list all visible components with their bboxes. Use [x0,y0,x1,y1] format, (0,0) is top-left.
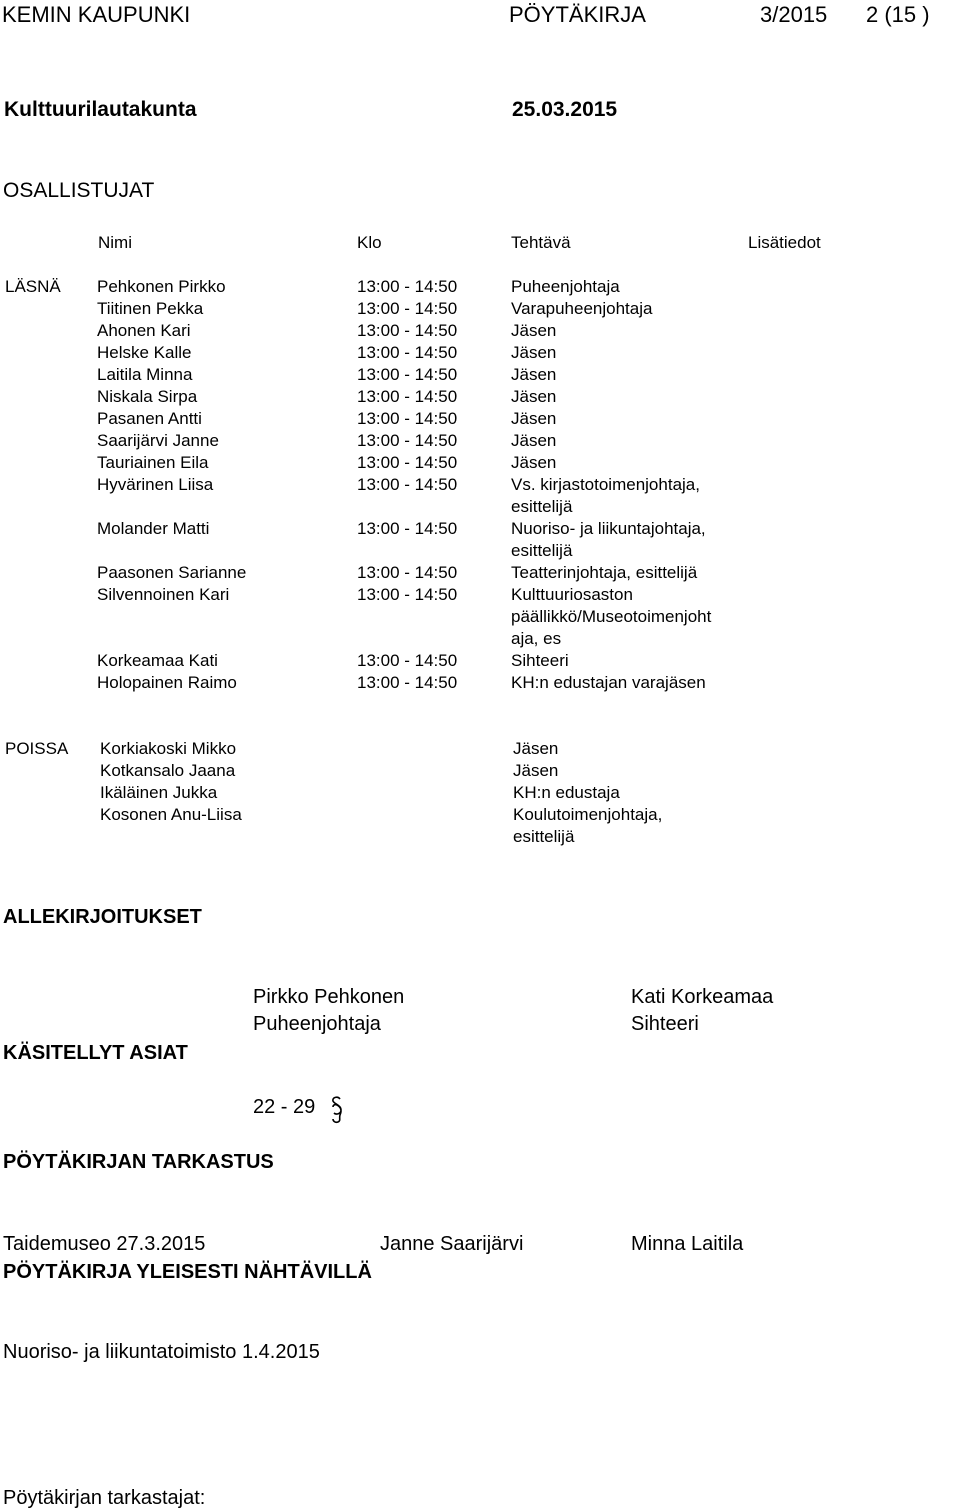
participant-role: Jäsen [511,453,557,472]
participant-name: Molander Matti [97,519,210,538]
review-place-date: Taidemuseo 27.3.2015 [3,1233,206,1255]
participant-name: Laitila Minna [97,365,193,384]
participant-time: 13:00 - 14:50 [357,673,458,692]
participant-role: Jäsen [511,365,557,384]
participant-name: Pehkonen Pirkko [97,277,226,296]
secretary-role: Sihteeri [631,1013,699,1035]
secretary-name: Kati Korkeamaa [631,986,774,1008]
signatures-title: ALLEKIRJOITUKSET [3,906,202,928]
participant-role: Puheenjohtaja [511,277,620,296]
chair-name: Pirkko Pehkonen [253,986,405,1008]
present-label: LÄSNÄ [5,277,61,296]
participant-name: Ahonen Kari [97,321,191,340]
header-page: 2 (15 ) [866,2,930,27]
participant-time: 13:00 - 14:50 [357,475,458,494]
meeting-date: 25.03.2015 [512,98,618,121]
absent-role: KH:n edustaja [513,783,620,802]
participant-time: 13:00 - 14:50 [357,651,458,670]
participant-role: aja, es [511,629,562,648]
participant-role: Jäsen [511,431,557,450]
participant-role: Jäsen [511,409,557,428]
participant-time: 13:00 - 14:50 [357,343,458,362]
participant-time: 13:00 - 14:50 [357,387,458,406]
participants-title: OSALLISTUJAT [3,179,155,202]
participant-name: Holopainen Raimo [97,673,237,692]
absent-name: Kotkansalo Jaana [100,761,236,780]
participant-name: Pasanen Antti [97,409,202,428]
column-header-info: Lisätiedot [748,233,821,252]
board-name: Kulttuurilautakunta [4,98,197,121]
column-header-name: Nimi [98,233,132,252]
participant-time: 13:00 - 14:50 [357,563,458,582]
participant-role: Vs. kirjastotoimenjohtaja, [511,475,700,494]
participant-role: päällikkö/Museotoimenjoht [511,607,712,626]
section-sign-icon [329,1096,345,1124]
participant-name: Hyvärinen Liisa [97,475,214,494]
participant-name: Niskala Sirpa [97,387,198,406]
participant-time: 13:00 - 14:50 [357,585,458,604]
participant-time: 13:00 - 14:50 [357,365,458,384]
participant-time: 13:00 - 14:50 [357,453,458,472]
participant-role: Jäsen [511,343,557,362]
absent-role: Jäsen [513,739,559,758]
absent-label: POISSA [5,739,69,758]
column-header-time: Klo [357,233,382,252]
participant-time: 13:00 - 14:50 [357,431,458,450]
public-place-date: Nuoriso- ja liikuntatoimisto 1.4.2015 [3,1341,320,1363]
participant-time: 13:00 - 14:50 [357,277,458,296]
participant-role: Teatterinjohtaja, esittelijä [511,563,698,582]
participant-time: 13:00 - 14:50 [357,299,458,318]
participant-role: esittelijä [511,497,573,516]
reviewer-2: Minna Laitila [631,1233,744,1255]
review-title: PÖYTÄKIRJAN TARKASTUS [3,1151,274,1173]
participant-time: 13:00 - 14:50 [357,519,458,538]
participant-role: Varapuheenjohtaja [511,299,653,318]
participant-name: Korkeamaa Kati [97,651,218,670]
participant-role: KH:n edustajan varajäsen [511,673,706,692]
participant-role: esittelijä [511,541,573,560]
participant-time: 13:00 - 14:50 [357,321,458,340]
reviewer-1: Janne Saarijärvi [380,1233,524,1255]
absent-role: Jäsen [513,761,559,780]
participant-role: Jäsen [511,321,557,340]
absent-name: Korkiakoski Mikko [100,739,237,758]
column-header-role: Tehtävä [511,233,571,252]
participant-name: Paasonen Sarianne [97,563,247,582]
header-doc-type: PÖYTÄKIRJA [509,2,646,27]
reviewers-label: Pöytäkirjan tarkastajat: [3,1487,206,1509]
participant-role: Jäsen [511,387,557,406]
chair-role: Puheenjohtaja [253,1013,381,1035]
participant-name: Tiitinen Pekka [97,299,204,318]
absent-role: esittelijä [513,827,575,846]
absent-name: Ikäläinen Jukka [100,783,218,802]
participant-role: Kulttuuriosaston [511,585,633,604]
absent-name: Kosonen Anu-Liisa [100,805,242,824]
participant-role: Sihteeri [511,651,569,670]
participant-name: Tauriainen Eila [97,453,209,472]
participant-time: 13:00 - 14:50 [357,409,458,428]
participant-name: Saarijärvi Janne [97,431,219,450]
public-title: PÖYTÄKIRJA YLEISESTI NÄHTÄVILLÄ [3,1261,372,1283]
header-number: 3/2015 [760,2,828,27]
participant-role: Nuoriso- ja liikuntajohtaja, [511,519,706,538]
absent-role: Koulutoimenjohtaja, [513,805,663,824]
handled-value: 22 - 29 [253,1096,316,1118]
participant-name: Helske Kalle [97,343,192,362]
header-city: KEMIN KAUPUNKI [2,2,191,27]
participant-name: Silvennoinen Kari [97,585,230,604]
handled-title: KÄSITELLYT ASIAT [3,1042,188,1064]
